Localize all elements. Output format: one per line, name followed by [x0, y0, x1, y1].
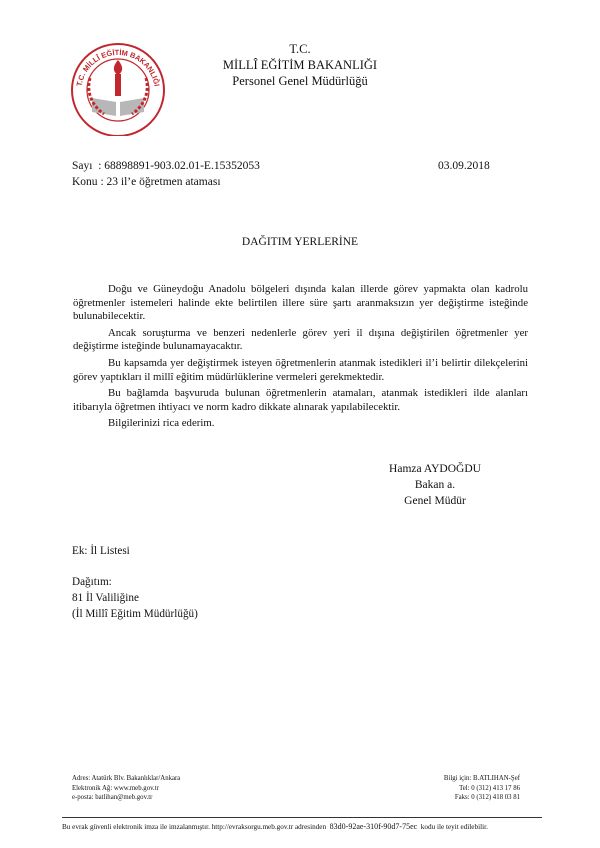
letter-body — [73, 283, 528, 434]
footer-contact — [72, 774, 180, 803]
ministry-logo — [68, 40, 168, 136]
signatory-title: Genel Müdür — [404, 495, 466, 507]
logo-torch — [115, 74, 121, 96]
konu-label: Konu — [72, 176, 98, 188]
logo-flame — [114, 60, 122, 75]
konu-value: : 23 il’e öğretmen ataması — [100, 176, 221, 188]
footer-info — [380, 774, 520, 803]
footer-address: Adres: Atatürk Blv. Bakanlıklar/Ankara — [72, 775, 181, 782]
verification-text: Bu evrak güvenli elektronik imza ile imzalanmıştır. http://evraksorgu.meb.gov.tr adresinden — [62, 823, 327, 831]
signature-block — [370, 461, 500, 509]
paragraph: Ancak soruşturma ve benzeri nedenlerle görev yeri il dışına değiştirilen öğretmenler yer değiştirme isteğinde bulunamayacaktır. — [73, 326, 528, 353]
addressee: DAĞITIM YERLERİNE — [241, 236, 359, 248]
header-ministry: MİLLÎ EĞİTİM BAKANLIĞI — [222, 58, 378, 72]
konu-row — [72, 176, 221, 188]
verification-code: 83d0-92ae-310f-90d7-75ec — [329, 822, 418, 831]
header-department: Personel Genel Müdürlüğü — [232, 74, 368, 88]
footer-phone: Tel: 0 (312) 413 17 86 — [459, 784, 520, 792]
distribution-block — [72, 574, 198, 622]
sayi-row — [72, 160, 260, 172]
paragraph: Bilgilerinizi rica ederim. — [108, 417, 215, 430]
signatory-name: Hamza AYDOĞDU — [389, 463, 481, 475]
footer-info-person: Bilgi için: B.ATLIHAN-Şef — [443, 775, 520, 782]
paragraph: Doğu ve Güneydoğu Anadolu bölgeleri dışında kalan illerde görev yapmakta olan kadrolu öğretmenler istemeleri halinde ekte belirtilen illere süre şartı aranmaksızın yer değiştirme isteğinde bulunabilecektir. — [73, 283, 528, 323]
sayi-label: Sayı — [72, 160, 93, 172]
verification-line — [62, 817, 542, 831]
distribution-line: (İl Millî Eğitim Müdürlüğü) — [72, 608, 198, 620]
distribution-label: Dağıtım: — [72, 576, 112, 588]
document-date: 03.09.2018 — [438, 160, 490, 172]
footer-email: e-posta: batlihan@meb.gov.tr — [72, 794, 153, 802]
logo-ring-text: T.C. MİLLÎ EĞİTİM BAKANLIĞI — [74, 47, 162, 88]
attachment-line: Ek: İl Listesi — [72, 545, 130, 557]
verification-suffix: kodu ile teyit edilebilir. — [420, 823, 488, 831]
signatory-on-behalf: Bakan a. — [414, 479, 456, 491]
distribution-line: 81 İl Valiliğine — [72, 592, 139, 604]
paragraph: Bu bağlamda başvuruda bulunan öğretmenlerin atamaları, atanmak istedikleri ilde alanları itibarıyla öğretmen ihtiyacı ve norm kadro dikkate alınarak yapılabilecektir. — [73, 387, 528, 413]
sayi-value: : 68898891-903.02.01-E.15352053 — [98, 160, 260, 172]
footer-network: Elektronik Ağ: www.meb.gov.tr — [72, 784, 159, 792]
paragraph: Bu kapsamda yer değiştirmek isteyen öğretmenlerin atanmak istedikleri il’i belirtir dilekçelerini görev yaptıkları il millî eğitim müdürlüklerine vermeleri gerekmektedir. — [73, 356, 528, 383]
header-tc: T.C. — [289, 42, 311, 56]
footer-fax: Faks: 0 (312) 418 03 81 — [454, 794, 520, 802]
